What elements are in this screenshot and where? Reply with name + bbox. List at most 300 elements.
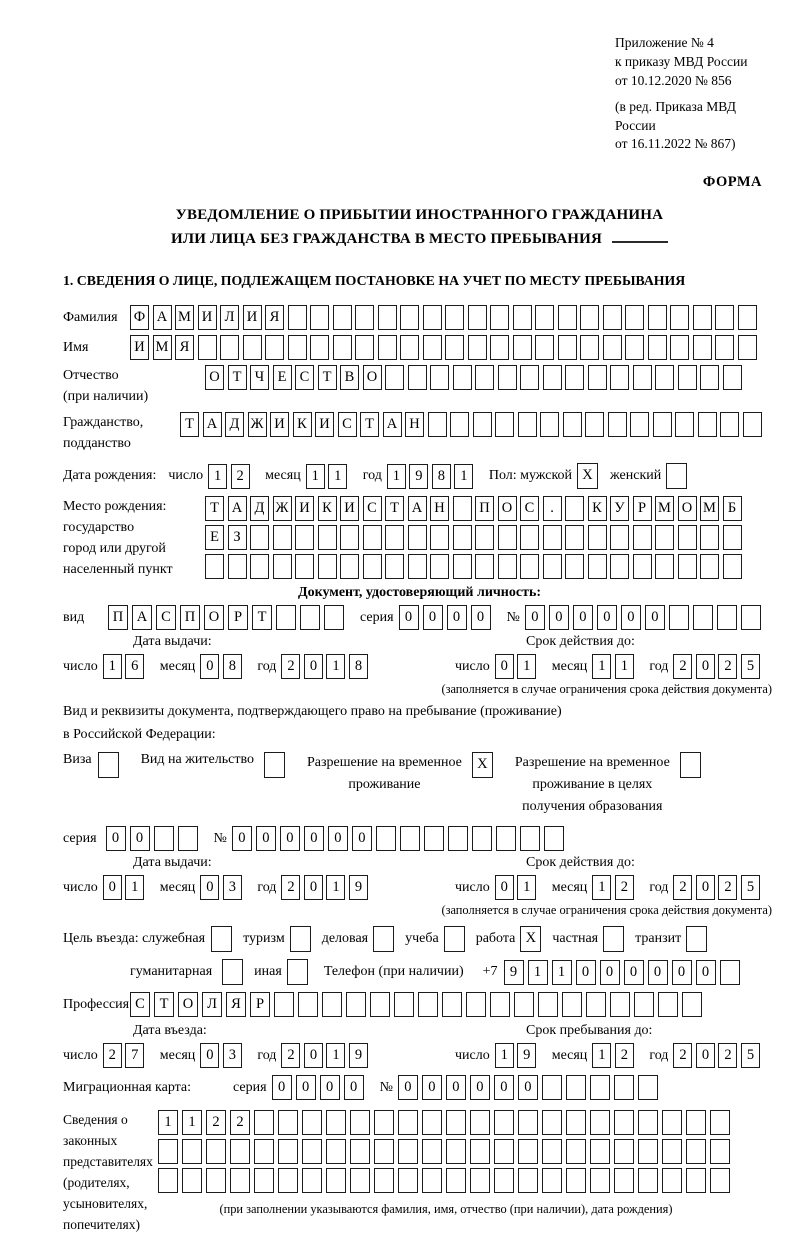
form-cell: [662, 1110, 682, 1135]
form-cell: [566, 1139, 586, 1164]
form-cell: [633, 554, 652, 579]
form-cell: З: [228, 525, 247, 550]
form-cell: 2: [718, 875, 737, 900]
form-cell: [720, 960, 740, 985]
patronymic-row: [63, 365, 776, 407]
form-cell: [634, 992, 654, 1017]
doc-number-cells: [525, 605, 765, 630]
form-cell: Н: [405, 412, 424, 437]
form-cell: 2: [718, 1043, 737, 1068]
form-cell: [614, 1168, 634, 1193]
firstname-label: Имя: [63, 339, 89, 355]
form-cell: [394, 992, 414, 1017]
form-cell: [158, 1139, 178, 1164]
form-cell: [542, 1075, 562, 1100]
permit-series-label: серия: [63, 830, 97, 846]
permit-issue-day-label: число: [63, 879, 98, 895]
form-cell: [698, 412, 717, 437]
form-cell: [723, 365, 742, 390]
permit-expiry-day-cells: [495, 875, 540, 900]
sex-male-checkbox: [577, 463, 598, 489]
phone-cells: [504, 960, 744, 985]
form-cell: [494, 1110, 514, 1135]
form-cell: [666, 463, 687, 489]
form-cell: И: [315, 412, 334, 437]
form-cell: 1: [615, 654, 634, 679]
form-cell: [444, 926, 465, 952]
form-cell: [290, 926, 311, 952]
form-cell: 1: [454, 464, 473, 489]
form-cell: 0: [280, 826, 300, 851]
form-cell: 0: [200, 654, 219, 679]
form-cell: [590, 1168, 610, 1193]
form-cell: 0: [696, 875, 715, 900]
form-cell: [565, 525, 584, 550]
permit-issue-date: [63, 875, 441, 900]
form-cell: К: [318, 496, 337, 521]
form-cell: 0: [494, 1075, 514, 1100]
representatives-label-line: усыновителях,: [63, 1196, 148, 1212]
form-cell: 0: [624, 960, 644, 985]
form-cell: [350, 1168, 370, 1193]
form-cell: О: [363, 365, 382, 390]
form-cell: [198, 335, 217, 360]
form-cell: [206, 1139, 226, 1164]
representatives-block: [63, 1110, 776, 1236]
appendix-line: Приложение № 4: [615, 35, 714, 50]
form-cell: П: [108, 605, 128, 630]
purpose-tourism-label: туризм: [243, 931, 285, 947]
form-cell: [494, 1168, 514, 1193]
form-cell: [518, 1168, 538, 1193]
restriction-note-2: (заполняется в случае ограничения срока действия документа): [441, 903, 772, 918]
representatives-row-1: [158, 1110, 734, 1135]
representatives-rows: [158, 1110, 734, 1217]
residence-permit-label: Вид на жительство: [140, 752, 254, 768]
form-cell: 0: [304, 1043, 323, 1068]
form-cell: 9: [504, 960, 524, 985]
form-cell: 2: [615, 875, 634, 900]
form-cell: 0: [549, 605, 569, 630]
permit-expiry-year-cells: [673, 875, 763, 900]
purpose-row-2: [130, 959, 776, 985]
form-cell: 7: [125, 1043, 144, 1068]
form-cell: [580, 335, 599, 360]
form-cell: 0: [200, 1043, 219, 1068]
form-cell: [670, 305, 689, 330]
entry-dates: [63, 1043, 776, 1068]
form-cell: [302, 1110, 322, 1135]
form-cell: [710, 1139, 730, 1164]
entry-date-labels: [63, 1023, 776, 1039]
residence-doc-options: [63, 752, 776, 817]
form-cell: [178, 826, 198, 851]
form-cell: [590, 1075, 610, 1100]
form-cell: [408, 554, 427, 579]
identity-doc-dates: [63, 654, 776, 679]
permit-valid-until-label: Срок действия до:: [526, 855, 635, 871]
birth-place-row-3: [205, 554, 745, 579]
entry-month-cells: [200, 1043, 245, 1068]
form-cell: [346, 992, 366, 1017]
form-cell: О: [205, 365, 224, 390]
form-cell: К: [588, 496, 607, 521]
identity-issue-label-col: [63, 634, 441, 650]
representatives-row-2: [158, 1139, 734, 1164]
form-cell: Д: [225, 412, 244, 437]
permit-number-label: №: [213, 830, 227, 846]
form-cell: [588, 365, 607, 390]
form-cell: 1: [528, 960, 548, 985]
form-cell: [670, 335, 689, 360]
form-cell: К: [293, 412, 312, 437]
birth-month-label: месяц: [265, 468, 301, 484]
form-cell: 1: [326, 654, 345, 679]
form-cell: 1: [592, 1043, 611, 1068]
form-cell: [300, 605, 320, 630]
form-cell: Ж: [273, 496, 292, 521]
form-cell: 9: [517, 1043, 536, 1068]
form-cell: [430, 365, 449, 390]
form-cell: 0: [525, 605, 545, 630]
visa-checkbox: [98, 752, 119, 778]
form-cell: Л: [202, 992, 222, 1017]
stay-month-cells: [592, 1043, 637, 1068]
form-cell: [662, 1139, 682, 1164]
form-cell: Ж: [248, 412, 267, 437]
form-cell: [302, 1168, 322, 1193]
form-cell: Р: [250, 992, 270, 1017]
form-cell: [580, 305, 599, 330]
mc-series-cells: [272, 1075, 368, 1100]
phone-label: Телефон (при наличии): [323, 964, 464, 980]
purpose-label: Цель въезда: служебная: [63, 931, 206, 947]
form-cell: [205, 554, 224, 579]
form-cell: В: [340, 365, 359, 390]
purpose-row-1: [63, 926, 776, 952]
form-cell: [603, 305, 622, 330]
form-cell: [310, 335, 329, 360]
form-cell: X: [472, 752, 493, 778]
form-cell: 1: [387, 464, 406, 489]
form-cell: И: [340, 496, 359, 521]
form-cell: [374, 1168, 394, 1193]
form-cell: [520, 554, 539, 579]
edu-permit-label-line: Разрешение на временное: [514, 755, 670, 771]
birth-place-label-line: населенный пункт: [63, 562, 173, 578]
form-cell: [324, 605, 344, 630]
form-cell: [453, 554, 472, 579]
doc-series-cells: [399, 605, 495, 630]
form-cell: [520, 826, 540, 851]
form-cell: А: [228, 496, 247, 521]
form-cell: С: [338, 412, 357, 437]
form-cell: Ч: [250, 365, 269, 390]
form-cell: 0: [352, 826, 372, 851]
form-cell: 1: [592, 875, 611, 900]
citizenship-label-line: подданство: [63, 436, 131, 452]
form-cell: И: [198, 305, 217, 330]
form-cell: [638, 1110, 658, 1135]
form-cell: [542, 1139, 562, 1164]
appendix-line: к приказу МВД России: [615, 53, 748, 69]
form-cell: Т: [205, 496, 224, 521]
form-cell: [363, 525, 382, 550]
form-cell: [376, 826, 396, 851]
form-cell: [355, 305, 374, 330]
form-cell: [585, 412, 604, 437]
doc-number-label: №: [506, 609, 520, 625]
form-cell: 0: [320, 1075, 340, 1100]
form-cell: [603, 926, 624, 952]
revision-line: (в ред. Приказа МВД России: [615, 98, 736, 133]
form-cell: [422, 1110, 442, 1135]
citizenship-row: [63, 412, 776, 454]
expiry-day-cells: [495, 654, 540, 679]
form-cell: Е: [205, 525, 224, 550]
surname-label: Фамилия: [63, 309, 118, 325]
form-cell: 1: [103, 654, 122, 679]
form-cell: [220, 335, 239, 360]
form-cell: [638, 1168, 658, 1193]
representatives-label: [63, 1110, 158, 1236]
form-cell: [513, 305, 532, 330]
form-cell: [743, 412, 762, 437]
representatives-label-line: (родителях,: [63, 1175, 130, 1191]
form-cell: 1: [517, 654, 536, 679]
form-cell: [333, 305, 352, 330]
form-cell: С: [520, 496, 539, 521]
form-cell: [398, 1168, 418, 1193]
representatives-label-line: законных: [63, 1133, 118, 1149]
form-cell: Н: [430, 496, 449, 521]
surname-cells: [130, 305, 760, 330]
form-cell: С: [156, 605, 176, 630]
permit-issue-year-cells: [281, 875, 371, 900]
form-cell: [741, 605, 761, 630]
option-visa: [63, 752, 119, 778]
identity-doc-date-labels: [63, 634, 776, 650]
form-cell: [610, 554, 629, 579]
stay-year-cells: [673, 1043, 763, 1068]
form-cell: [445, 305, 464, 330]
form-cell: 3: [223, 1043, 242, 1068]
form-cell: [566, 1168, 586, 1193]
purpose-humanitarian-label: гуманитарная: [130, 964, 213, 980]
title-line-2-text: ИЛИ ЛИЦА БЕЗ ГРАЖДАНСТВА В МЕСТО ПРЕБЫВАНИЯ: [171, 231, 602, 248]
form-cell: [273, 554, 292, 579]
form-cell: [614, 1139, 634, 1164]
issue-year-label: год: [257, 658, 277, 674]
visa-label: Виза: [63, 752, 92, 768]
form-cell: Я: [265, 305, 284, 330]
form-cell: [498, 525, 517, 550]
citizenship-cells: [180, 412, 765, 437]
purpose-official-checkbox: [211, 926, 232, 952]
purpose-work-label: работа: [475, 931, 516, 947]
form-cell: [278, 1168, 298, 1193]
form-cell: [475, 554, 494, 579]
residence-doc-intro-2: в Российской Федерации:: [63, 727, 216, 743]
form-cell: [446, 1139, 466, 1164]
form-cell: [535, 305, 554, 330]
form-cell: 0: [648, 960, 668, 985]
phone-prefix: +7: [482, 964, 498, 980]
form-cell: [715, 335, 734, 360]
representatives-label-line: попечителях): [63, 1217, 140, 1233]
form-cell: [700, 525, 719, 550]
form-cell: 0: [645, 605, 665, 630]
form-cell: [562, 992, 582, 1017]
form-cell: [446, 1110, 466, 1135]
purpose-business-label: деловая: [321, 931, 369, 947]
form-cell: [408, 365, 427, 390]
form-cell: [453, 365, 472, 390]
permit-issue-month-label: месяц: [159, 879, 196, 895]
form-cell: 0: [328, 826, 348, 851]
form-cell: 6: [125, 654, 144, 679]
form-cell: [648, 305, 667, 330]
form-cell: [590, 1139, 610, 1164]
patronymic-label: [63, 365, 205, 407]
birth-year-label: год: [362, 468, 382, 484]
form-cell: 2: [206, 1110, 226, 1135]
residence-doc-dates: [63, 875, 776, 900]
form-cell: А: [132, 605, 152, 630]
form-cell: [422, 1168, 442, 1193]
form-cell: [655, 365, 674, 390]
form-cell: 0: [518, 1075, 538, 1100]
form-cell: [302, 1139, 322, 1164]
form-cell: [98, 752, 119, 778]
form-cell: 5: [741, 654, 760, 679]
form-cell: [678, 554, 697, 579]
form-cell: 0: [447, 605, 467, 630]
form-cell: 9: [409, 464, 428, 489]
form-cell: [295, 554, 314, 579]
form-cell: 0: [304, 875, 323, 900]
form-label: ФОРМА: [702, 174, 762, 191]
form-cell: [717, 605, 737, 630]
form-cell: [287, 959, 308, 985]
restriction-note: (заполняется в случае ограничения срока действия документа): [441, 682, 772, 697]
birth-month-cells: [306, 464, 351, 489]
birth-place-row-2: [205, 525, 745, 550]
identity-expiry-date: [441, 654, 776, 679]
form-cell: 1: [125, 875, 144, 900]
form-cell: 2: [281, 654, 300, 679]
entry-date: [63, 1043, 441, 1068]
form-cell: [453, 496, 472, 521]
issue-day-cells: [103, 654, 148, 679]
form-cell: [250, 554, 269, 579]
edu-permit-label-line: получения образования: [522, 798, 663, 814]
mc-number-cells: [398, 1075, 662, 1100]
form-cell: 0: [672, 960, 692, 985]
form-cell: [422, 1139, 442, 1164]
stay-until-label: Срок пребывания до:: [526, 1023, 653, 1039]
form-cell: [472, 826, 492, 851]
form-cell: 8: [349, 654, 368, 679]
form-cell: 9: [349, 875, 368, 900]
form-cell: [423, 305, 442, 330]
form-cell: [363, 554, 382, 579]
firstname-row: [63, 335, 776, 360]
form-cell: [633, 525, 652, 550]
form-cell: [254, 1110, 274, 1135]
appendix-block: [615, 34, 776, 154]
form-cell: [254, 1139, 274, 1164]
form-cell: [350, 1110, 370, 1135]
mc-number-label: №: [379, 1079, 393, 1095]
valid-until-label: Срок действия до:: [526, 634, 635, 650]
form-cell: [206, 1168, 226, 1193]
form-cell: [298, 992, 318, 1017]
form-cell: [723, 525, 742, 550]
form-cell: [468, 305, 487, 330]
form-cell: [340, 554, 359, 579]
option-temp-permit: [307, 752, 493, 795]
form-cell: [614, 1110, 634, 1135]
form-cell: 0: [470, 1075, 490, 1100]
form-cell: [158, 1168, 178, 1193]
identity-issue-date: [63, 654, 441, 679]
form-cell: 0: [423, 605, 443, 630]
form-cell: [680, 752, 701, 778]
form-cell: 1: [495, 1043, 514, 1068]
temp-permit-label: [307, 752, 462, 795]
form-cell: [693, 305, 712, 330]
form-cell: Р: [633, 496, 652, 521]
form-cell: 0: [597, 605, 617, 630]
identity-expiry-label-col: [441, 634, 776, 650]
form-cell: X: [520, 926, 541, 952]
form-cell: Т: [360, 412, 379, 437]
form-cell: 9: [349, 1043, 368, 1068]
form-cell: [542, 1168, 562, 1193]
form-cell: [450, 412, 469, 437]
form-cell: [374, 1110, 394, 1135]
permit-issue-month-cells: [200, 875, 245, 900]
form-cell: [423, 335, 442, 360]
form-cell: [466, 992, 486, 1017]
residence-doc-intro-1: Вид и реквизиты документа, подтверждающего право на пребывание (проживание): [63, 704, 562, 720]
form-cell: П: [180, 605, 200, 630]
form-cell: [408, 525, 427, 550]
form-cell: Т: [228, 365, 247, 390]
form-cell: [430, 554, 449, 579]
form-cell: М: [655, 496, 674, 521]
form-cell: [662, 1168, 682, 1193]
form-cell: [378, 305, 397, 330]
form-cell: [586, 992, 606, 1017]
form-cell: О: [498, 496, 517, 521]
form-cell: С: [130, 992, 150, 1017]
form-cell: 8: [432, 464, 451, 489]
form-cell: [566, 1075, 586, 1100]
form-cell: 0: [573, 605, 593, 630]
form-cell: 0: [232, 826, 252, 851]
form-cell: 0: [495, 875, 514, 900]
form-cell: [453, 525, 472, 550]
birth-place-row-1: [205, 496, 745, 521]
birth-date-label: Дата рождения:: [63, 468, 157, 484]
form-cell: 0: [600, 960, 620, 985]
form-cell: [182, 1139, 202, 1164]
form-cell: 0: [272, 1075, 292, 1100]
edu-permit-label: [515, 752, 670, 817]
edu-permit-checkbox: [680, 752, 701, 778]
